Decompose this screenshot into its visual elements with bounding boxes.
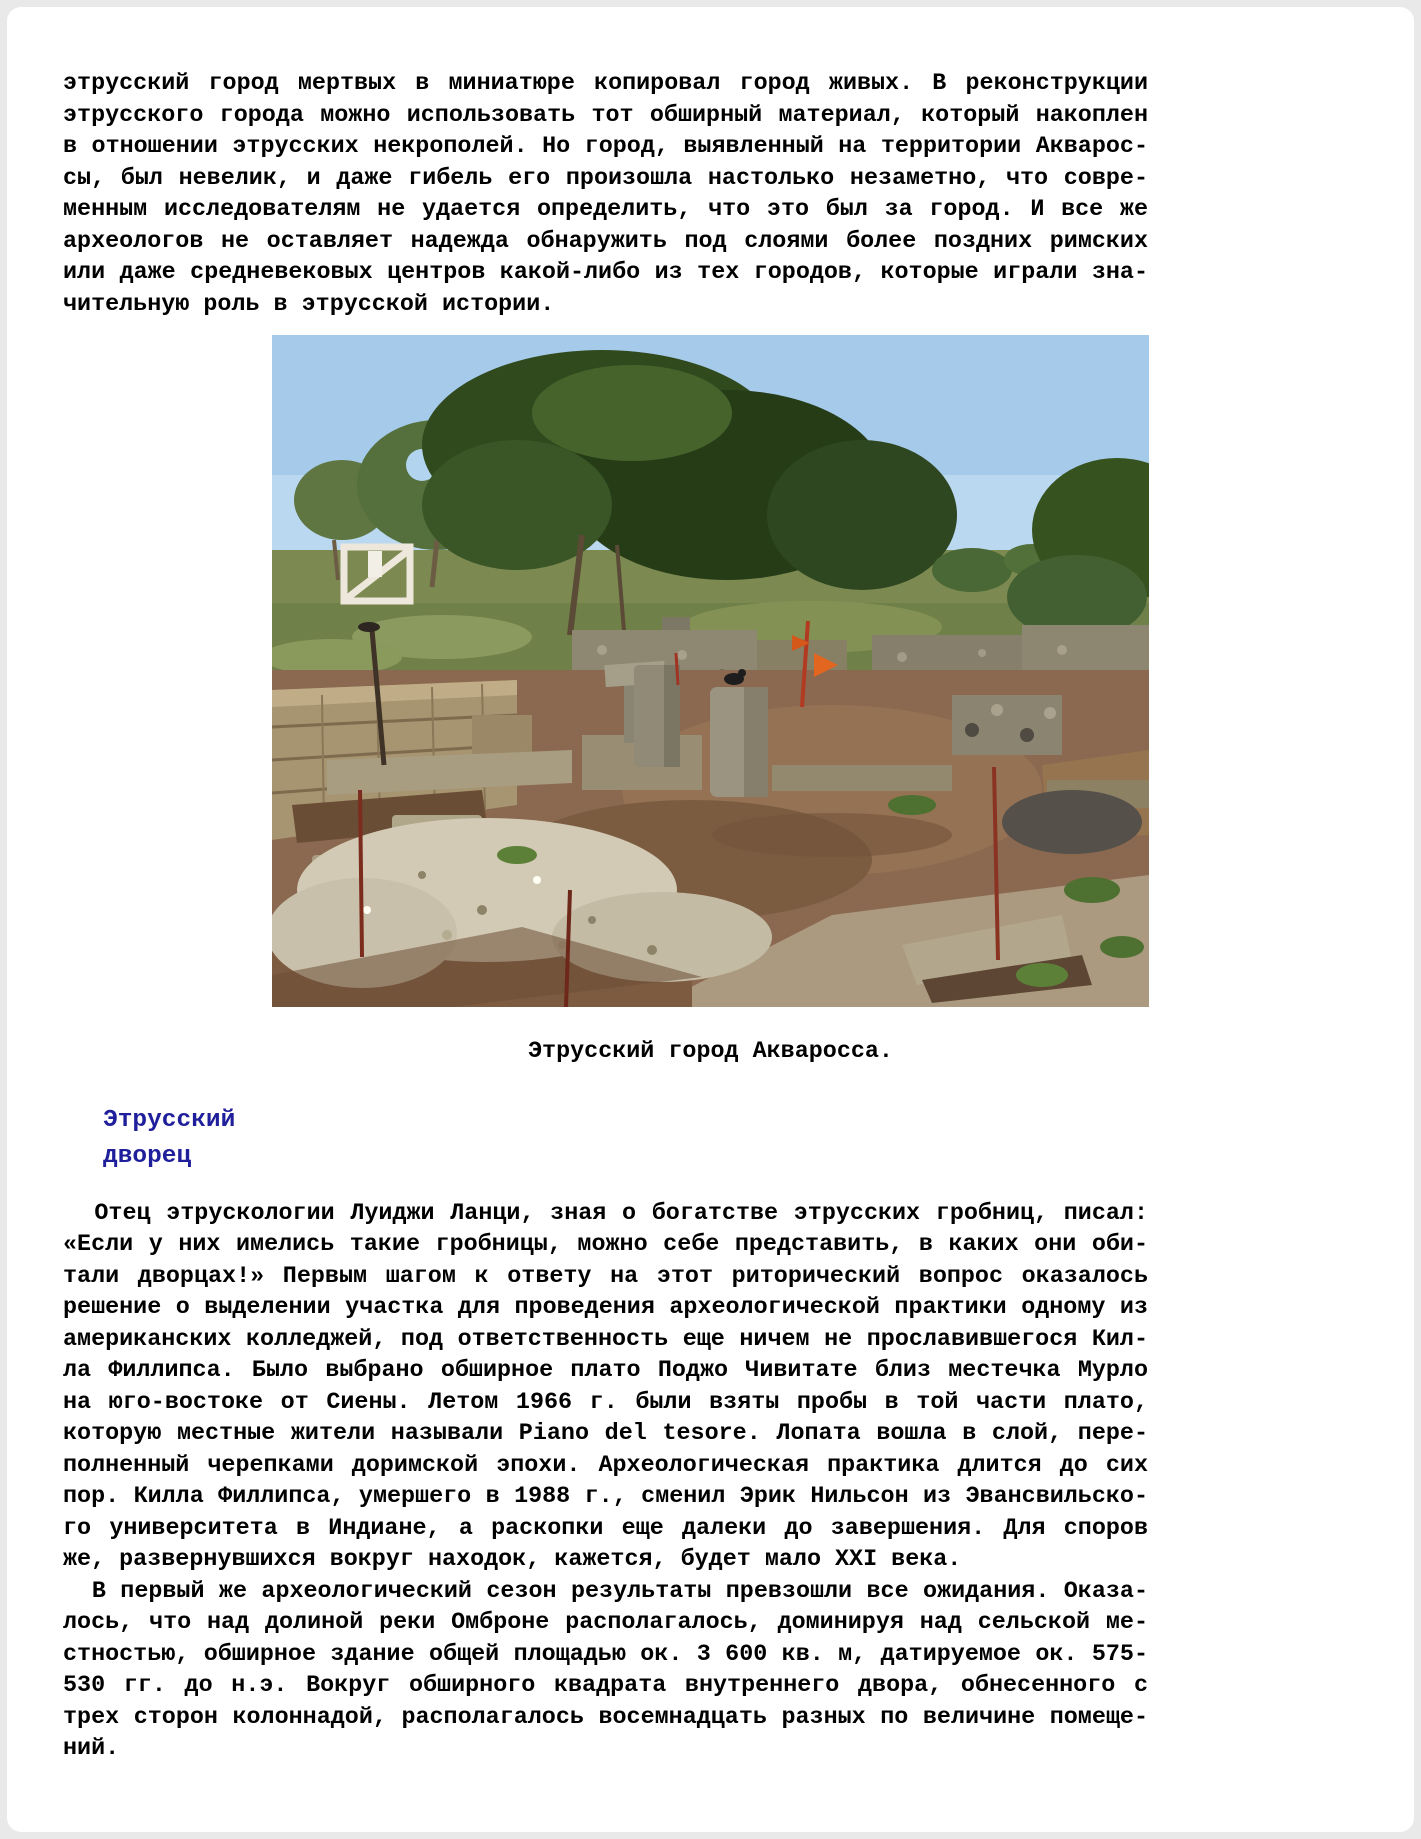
text-line: археологов не оставляет надежда обнаружить под слоями более поздних римских bbox=[63, 228, 1148, 255]
text-line: пор. Килла Филлипса, умершего в 1988 г., сменил Эрик Нильсон из Эвансвильско- bbox=[63, 1484, 1148, 1510]
text-line: Отец этрускологии Луиджи Ланци, зная о богатстве этрусских гробниц, писал: bbox=[63, 1200, 1148, 1227]
section-heading-line-2: дворец bbox=[103, 1142, 192, 1170]
text-line: 530 гг. до н.э. Вокруг обширного квадрата внутреннего двора, обнесенного с bbox=[63, 1673, 1148, 1699]
text-line: В первый же археологический сезон результаты превзошли все ожидания. Оказа- bbox=[63, 1578, 1148, 1605]
photo-caption: Этрусский город Акваросса. bbox=[528, 1039, 893, 1065]
text-line: чительную роль в этрусской истории. bbox=[63, 291, 555, 318]
excavation-photo bbox=[272, 335, 1149, 1007]
text-line: этрусского города можно использовать тот обширный материал, который накоплен bbox=[63, 102, 1148, 129]
paragraph-1 bbox=[63, 69, 1148, 321]
text-line: в отношении этрусских некрополей. Но город, выявленный на территории Акварос- bbox=[63, 134, 1148, 160]
text-line: или даже средневековых центров какой-либо из тех городов, которые играли зна- bbox=[63, 260, 1148, 286]
text-line: полненный черепками доримской эпохи. Археологическая практика длится до сих bbox=[63, 1452, 1148, 1479]
paragraph-2 bbox=[63, 1199, 1148, 1577]
figure-acquarossa bbox=[7, 335, 1414, 1069]
section-heading-line-1: Этрусский bbox=[103, 1106, 236, 1134]
text-line: лось, что над долиной реки Омброне располагалось, доминируя над сельской ме- bbox=[63, 1610, 1148, 1636]
text-line: же, развернувшихся вокруг находок, кажется, будет мало XXI века. bbox=[63, 1547, 962, 1573]
text-line: ний. bbox=[63, 1736, 120, 1762]
text-line: менным исследователям не удается определить, что это был за город. И все же bbox=[63, 197, 1148, 223]
text-line: стностью, обширное здание общей площадью ок. 3 600 кв. м, датируемое ок. 575- bbox=[63, 1641, 1148, 1668]
text-line: тали дворцах!» Первым шагом к ответу на этот риторический вопрос оказалось bbox=[63, 1263, 1148, 1290]
text-line: ла Филлипса. Было выбрано обширное плато Поджо Чивитате близ местечка Мурло bbox=[63, 1358, 1148, 1384]
text-line: которую местные жители называли Piano del tesore. Лопата вошла в слой, пере- bbox=[63, 1421, 1148, 1447]
section-heading bbox=[103, 1103, 1414, 1175]
text-line: решение о выделении участка для проведения археологической практики одному из bbox=[63, 1295, 1148, 1321]
paragraph-3 bbox=[63, 1577, 1148, 1766]
text-line: «Если у них имелись такие гробницы, можно себе представить, в каких они оби- bbox=[63, 1232, 1148, 1258]
text-line: го университета в Индиане, а раскопки еще далеки до завершения. Для споров bbox=[63, 1515, 1148, 1542]
text-line: сы, был невелик, и даже гибель его произошла настолько незаметно, что совре- bbox=[63, 165, 1148, 192]
text-line: трех сторон колоннадой, располагалось восемнадцать разных по величине помеще- bbox=[63, 1704, 1148, 1731]
text-line: этрусский город мертвых в миниатюре копировал город живых. В реконструкции bbox=[63, 71, 1148, 97]
page-content bbox=[7, 7, 1414, 1766]
book-page bbox=[7, 7, 1414, 1832]
text-line: на юго-востоке от Сиены. Летом 1966 г. были взяты пробы в той части плато, bbox=[63, 1389, 1148, 1416]
excavation-photo-art bbox=[272, 335, 1149, 1007]
text-line: американских колледжей, под ответственность еще ничем не прославившегося Кил- bbox=[63, 1326, 1148, 1353]
